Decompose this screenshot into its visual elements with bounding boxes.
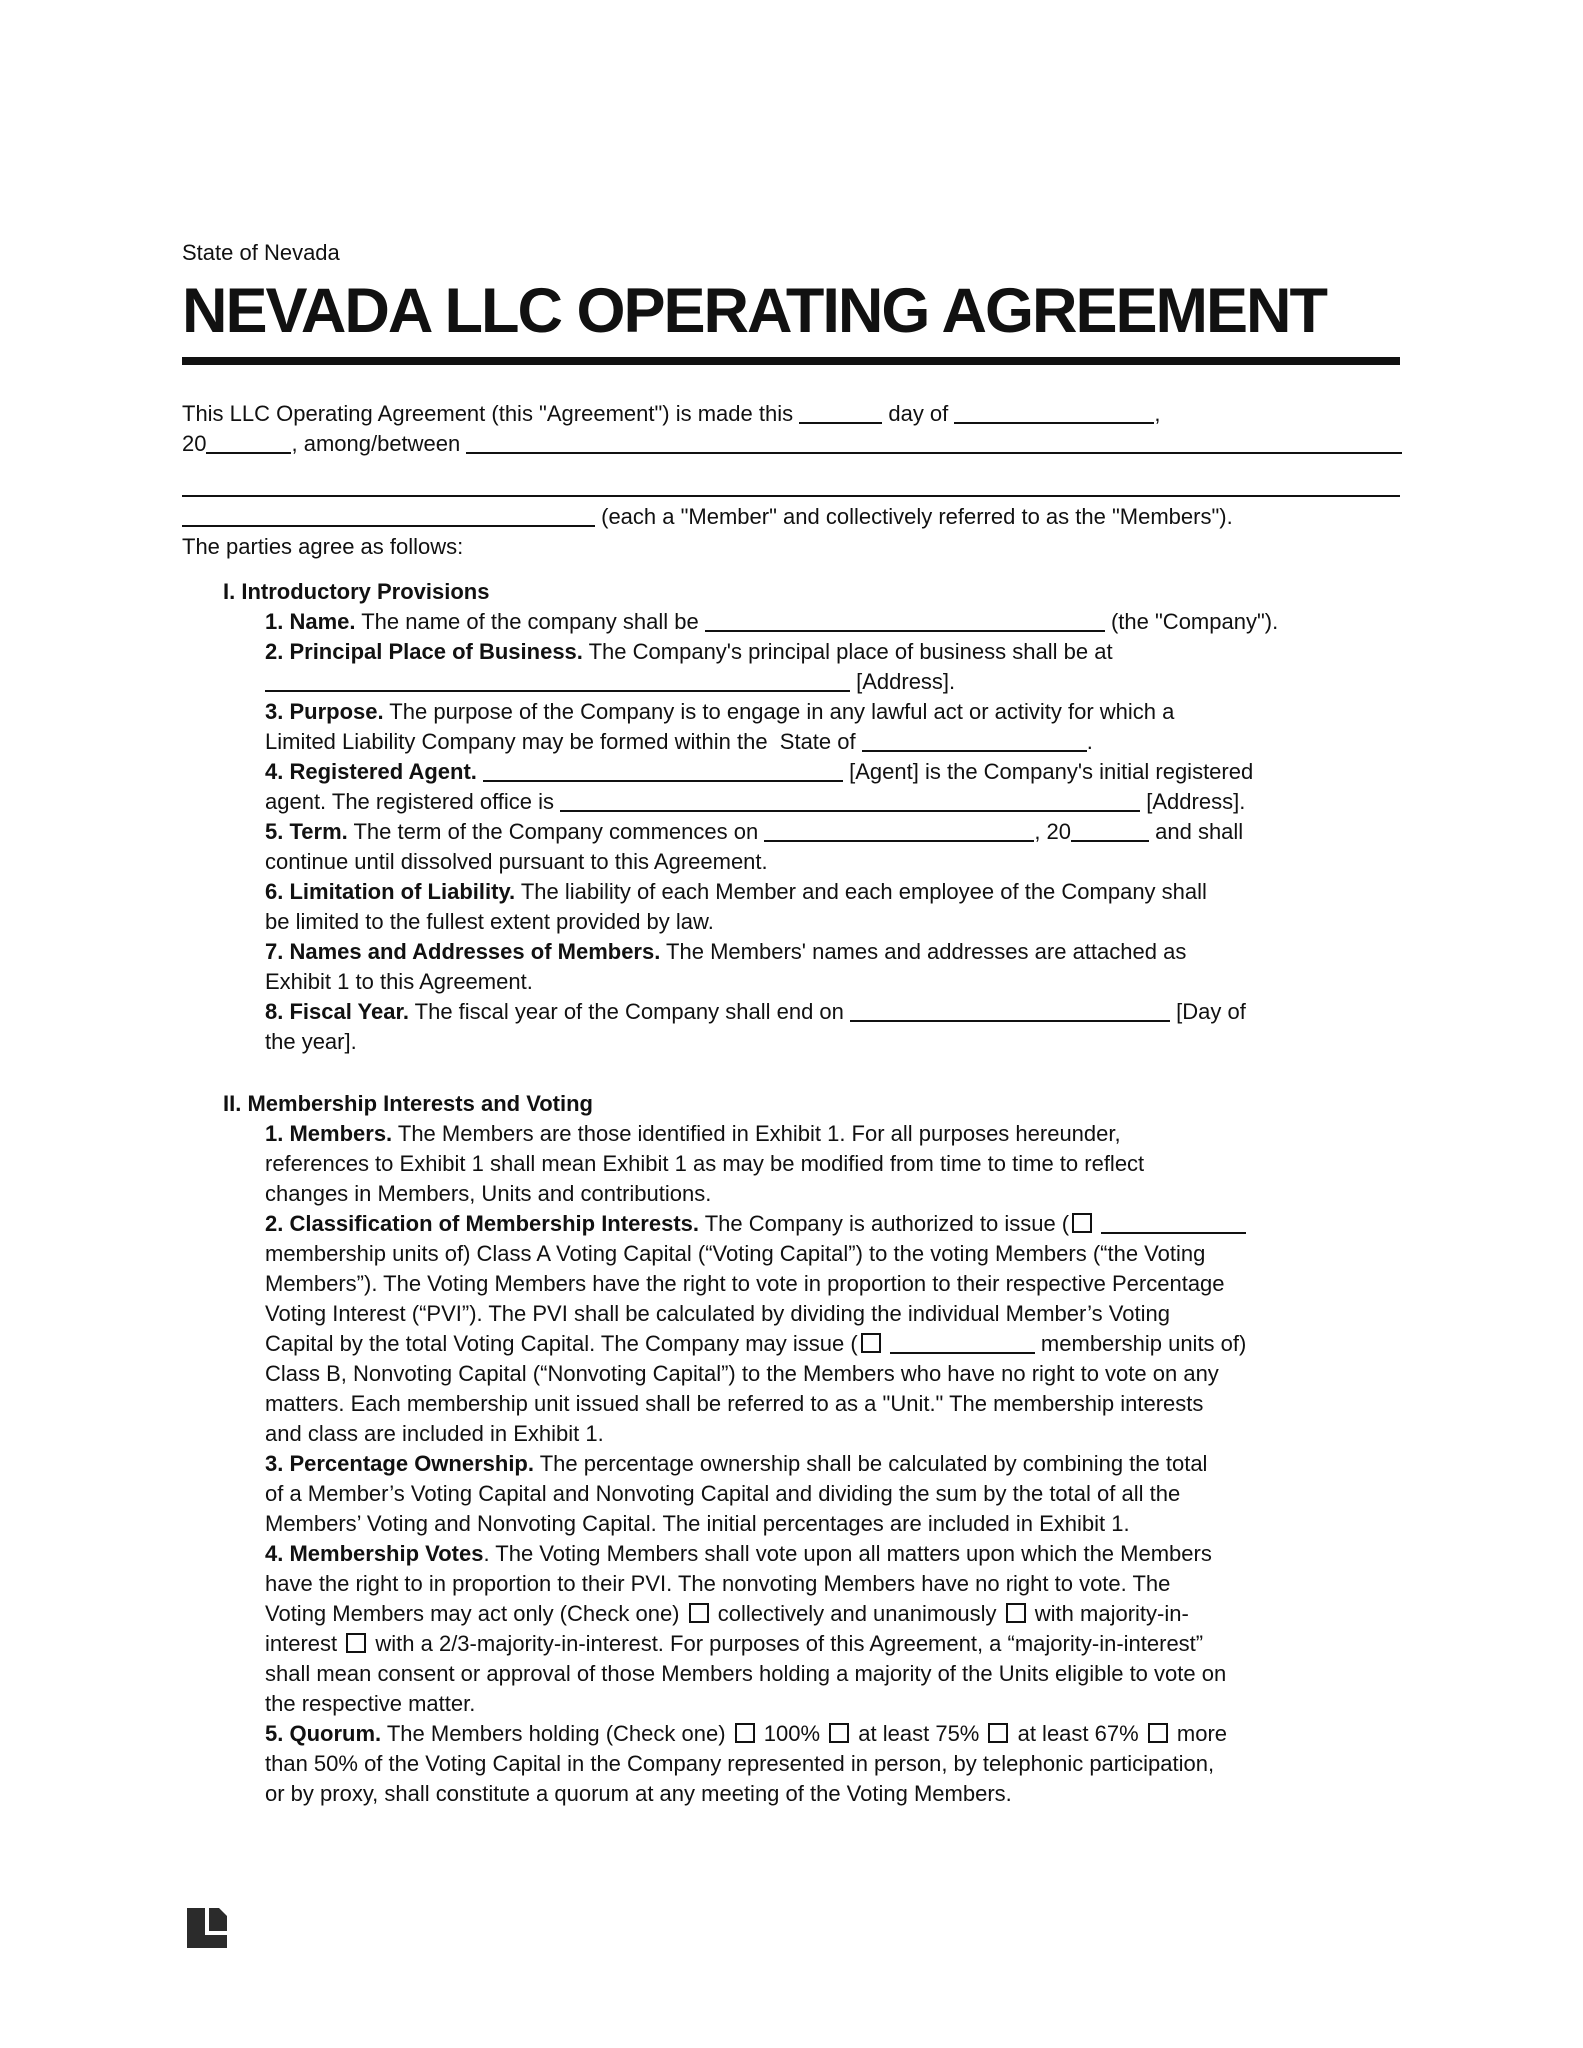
text: Capital by the total Voting Capital. The Company may issue ( (265, 1331, 858, 1356)
text: day of (882, 401, 955, 426)
doc-line (182, 1209, 1400, 1239)
bold-text: 5. Quorum. (265, 1721, 382, 1746)
doc-line (182, 1449, 1400, 1479)
text: (each a "Member" and collectively referred to as the "Members"). (595, 504, 1233, 529)
text: This LLC Operating Agreement (this "Agreement") is made this (182, 401, 800, 426)
text: The name of the company shall be (355, 609, 705, 634)
checkbox[interactable] (346, 1633, 366, 1653)
text: [Agent] is the Company's initial registered (843, 759, 1254, 784)
doc-line (182, 502, 1400, 532)
text: The term of the Company commences on (347, 819, 765, 844)
doc-line (182, 1419, 1400, 1449)
doc-line (182, 1749, 1400, 1779)
blank-field[interactable] (764, 838, 1034, 842)
doc-line (182, 667, 1400, 697)
text: Exhibit 1 to this Agreement. (265, 969, 533, 994)
text: The fiscal year of the Company shall end on (408, 999, 851, 1024)
text: I. Introductory Provisions (223, 579, 490, 604)
doc-line (182, 787, 1400, 817)
blank-field[interactable] (1101, 1230, 1246, 1234)
text: Class B, Nonvoting Capital (“Nonvoting Capital”) to the Members who have no right to vote on any (265, 1361, 1219, 1386)
blank-field[interactable] (265, 688, 850, 692)
blank-space (182, 1057, 1400, 1089)
text: The Members are those identified in Exhibit 1. For all purposes hereunder, (392, 1121, 1121, 1146)
doc-line (182, 877, 1400, 907)
text: [Day of (1170, 999, 1246, 1024)
text: . The Voting Members shall vote upon all matters upon which the Members (483, 1541, 1212, 1566)
text: , among/between (291, 431, 467, 456)
text: 20 (182, 431, 207, 456)
text: continue until dissolved pursuant to this Agreement. (265, 849, 768, 874)
section-heading (182, 577, 1400, 607)
page-title: NEVADA LLC OPERATING AGREEMENT (182, 276, 1327, 346)
doc-line (182, 817, 1400, 847)
text: agent. The registered office is (265, 789, 561, 814)
doc-line (182, 1659, 1400, 1689)
text: matters. Each membership unit issued shall be referred to as a "Unit." The membership interests (265, 1391, 1204, 1416)
doc-line (182, 1779, 1400, 1809)
title-rule (182, 357, 1400, 365)
bold-text: 5. Term. (265, 819, 348, 844)
doc-line (182, 847, 1400, 877)
blank-field[interactable] (182, 523, 595, 527)
doc-line (182, 1119, 1400, 1149)
text: , (1154, 401, 1161, 426)
checkbox[interactable] (861, 1333, 881, 1353)
doc-line (182, 757, 1400, 787)
text: [Address]. (850, 669, 956, 694)
doc-line (182, 399, 1400, 429)
text: Members”). The Voting Members have the right to vote in proportion to their respective Percentage (265, 1271, 1225, 1296)
text: . (1086, 729, 1093, 754)
doc-line (182, 1629, 1400, 1659)
text: membership units of) Class A Voting Capital (“Voting Capital”) to the voting Members (“the Voting (265, 1241, 1206, 1266)
blank-field[interactable] (560, 808, 1140, 812)
text: and class are included in Exhibit 1. (265, 1421, 604, 1446)
doc-line (182, 727, 1400, 757)
text: with majority-in- (1028, 1601, 1189, 1626)
doc-line (182, 1539, 1400, 1569)
checkbox[interactable] (735, 1723, 755, 1743)
state-label: State of Nevada (182, 240, 340, 265)
doc-line (182, 1027, 1400, 1057)
blank-field[interactable] (850, 1018, 1170, 1022)
page-content (182, 238, 1400, 1809)
text: of a Member’s Voting Capital and Nonvoting Capital and dividing the sum by the total of all the (265, 1481, 1181, 1506)
text: Voting Interest (“PVI”). The PVI shall be calculated by dividing the individual Member’s Voting (265, 1301, 1170, 1326)
checkbox[interactable] (988, 1723, 1008, 1743)
doc-line (182, 532, 1400, 562)
text: The parties agree as follows: (182, 534, 464, 559)
blank-space (182, 562, 1400, 577)
text: The Company's principal place of business shall be at (582, 639, 1113, 664)
checkbox[interactable] (829, 1723, 849, 1743)
text: The Members holding (Check one) (381, 1721, 732, 1746)
text: , 20 (1034, 819, 1072, 844)
doc-line (182, 429, 1400, 459)
doc-line (182, 1569, 1400, 1599)
doc-line (182, 1359, 1400, 1389)
text: Limited Liability Company may be formed within the State of (265, 729, 862, 754)
section-heading (182, 1089, 1400, 1119)
doc-line (182, 1179, 1400, 1209)
doc-line (182, 1329, 1400, 1359)
doc-line (182, 1269, 1400, 1299)
blank-field[interactable] (862, 748, 1087, 752)
text: with a 2/3-majority-in-interest. For purposes of this Agreement, a “majority-in-interest” (369, 1631, 1204, 1656)
text: references to Exhibit 1 shall mean Exhibit 1 as may be modified from time to time to reflect (265, 1151, 1145, 1176)
text: (the "Company"). (1104, 609, 1279, 634)
text: changes in Members, Units and contributions. (265, 1181, 712, 1206)
bold-text: 3. Percentage Ownership. (265, 1451, 534, 1476)
blank-field[interactable] (1071, 838, 1149, 842)
text: shall mean consent or approval of those Members holding a majority of the Units eligible to vote on (265, 1661, 1227, 1686)
doc-line (182, 997, 1400, 1027)
doc-line (182, 1599, 1400, 1629)
doc-line (182, 607, 1400, 637)
doc-line (182, 967, 1400, 997)
text: The purpose of the Company is to engage in any lawful act or activity for which a (383, 699, 1175, 724)
text: collectively and unanimously (711, 1601, 1003, 1626)
text: 100% (757, 1721, 827, 1746)
text: [Address]. (1140, 789, 1246, 814)
blank-field[interactable] (483, 778, 843, 782)
bold-text: 1. Name. (265, 609, 356, 634)
blank-field[interactable] (954, 420, 1154, 424)
blank-field[interactable] (705, 628, 1105, 632)
text: more (1170, 1721, 1228, 1746)
text: the respective matter. (265, 1691, 476, 1716)
text: at least 75% (852, 1721, 986, 1746)
bold-text: 4. Registered Agent. (265, 759, 477, 784)
bold-text: 1. Members. (265, 1121, 393, 1146)
text: The Members' names and addresses are attached as (660, 939, 1187, 964)
blank-field[interactable] (206, 450, 291, 454)
checkbox[interactable] (689, 1603, 709, 1623)
checkbox[interactable] (1072, 1213, 1092, 1233)
text: The percentage ownership shall be calculated by combining the total (533, 1451, 1208, 1476)
blank-field[interactable] (182, 493, 1400, 497)
text: at least 67% (1011, 1721, 1145, 1746)
text: have the right to in proportion to their PVI. The nonvoting Members have no right to vote. The (265, 1571, 1171, 1596)
doc-line (182, 1149, 1400, 1179)
legal-templates-logo-icon (187, 1908, 227, 1948)
text: II. Membership Interests and Voting (223, 1091, 593, 1116)
doc-line (182, 697, 1400, 727)
doc-line (182, 907, 1400, 937)
doc-line (182, 1719, 1400, 1749)
text: membership units of) (1034, 1331, 1247, 1356)
doc-line (182, 1689, 1400, 1719)
checkbox[interactable] (1148, 1723, 1168, 1743)
text: Voting Members may act only (Check one) (265, 1601, 686, 1626)
text: or by proxy, shall constitute a quorum at any meeting of the Voting Members. (265, 1781, 1012, 1806)
text: Members’ Voting and Nonvoting Capital. The initial percentages are included in Exhibit 1. (265, 1511, 1130, 1536)
text: The Company is authorized to issue ( (699, 1211, 1070, 1236)
text: interest (265, 1631, 344, 1656)
bold-text: 3. Purpose. (265, 699, 384, 724)
doc-line (182, 1509, 1400, 1539)
bold-text: 4. Membership Votes (265, 1541, 484, 1566)
blank-field[interactable] (890, 1350, 1035, 1354)
text: the year]. (265, 1029, 357, 1054)
doc-line (182, 472, 1400, 502)
text: than 50% of the Voting Capital in the Company represented in person, by telephonic participation, (265, 1751, 1215, 1776)
text: and shall (1149, 819, 1244, 844)
doc-line (182, 1479, 1400, 1509)
doc-line (182, 1389, 1400, 1419)
checkbox[interactable] (1006, 1603, 1026, 1623)
doc-line (182, 637, 1400, 667)
text: be limited to the fullest extent provided by law. (265, 909, 714, 934)
doc-line (182, 1239, 1400, 1269)
bold-text: 7. Names and Addresses of Members. (265, 939, 661, 964)
doc-line (182, 937, 1400, 967)
doc-line (182, 1299, 1400, 1329)
text: The liability of each Member and each employee of the Company shall (515, 879, 1207, 904)
bold-text: 2. Principal Place of Business. (265, 639, 583, 664)
blank-field[interactable] (466, 450, 1402, 454)
blank-field[interactable] (799, 420, 882, 424)
bold-text: 8. Fiscal Year. (265, 999, 409, 1024)
bold-text: 6. Limitation of Liability. (265, 879, 516, 904)
document-body (182, 399, 1400, 1809)
bold-text: 2. Classification of Membership Interests. (265, 1211, 700, 1236)
